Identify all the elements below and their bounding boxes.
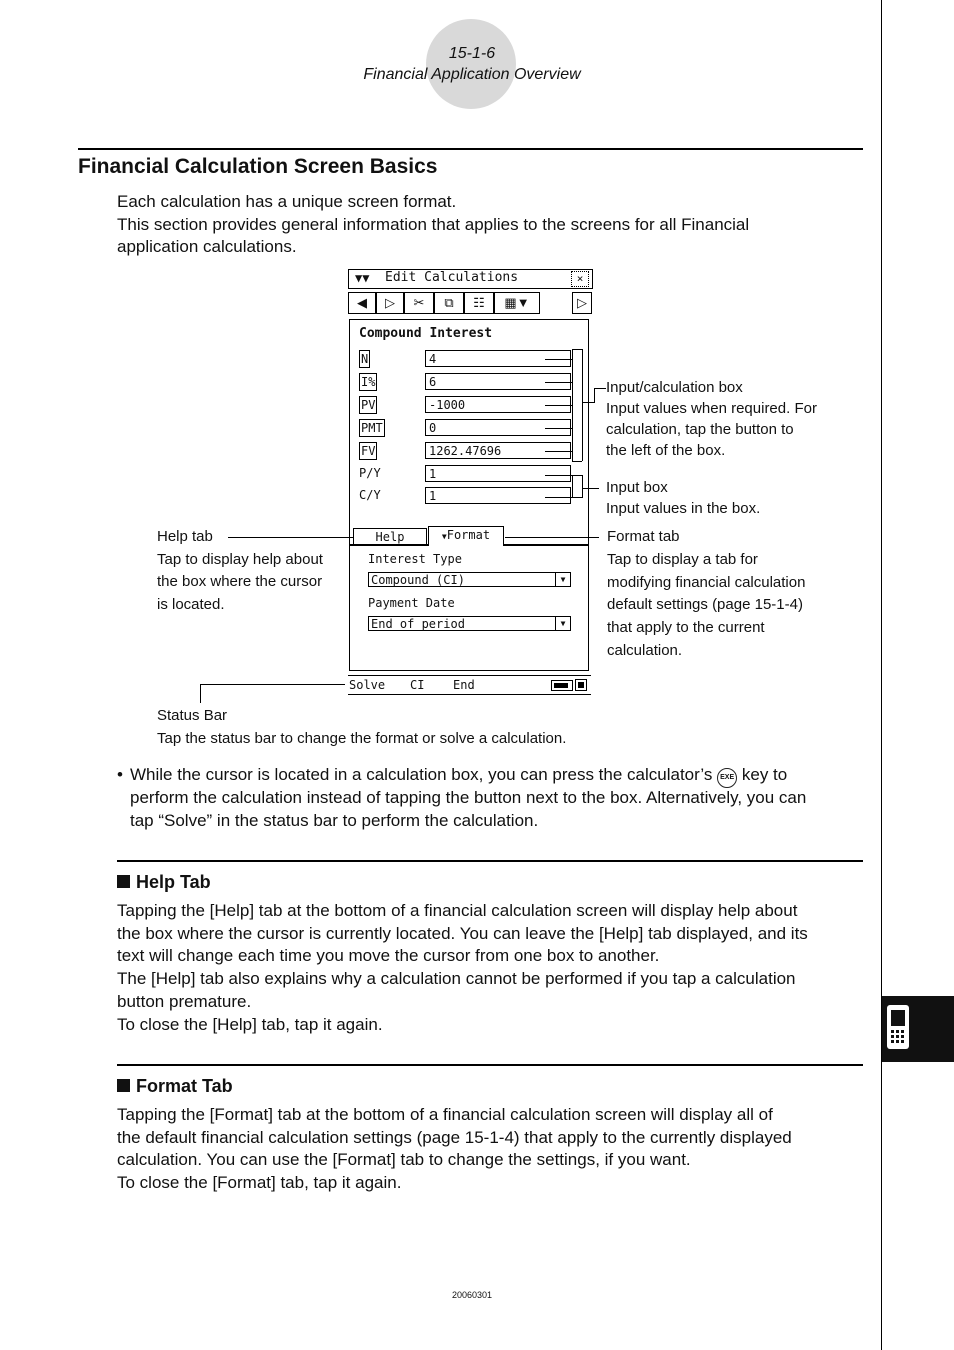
callout-help-tab (157, 526, 323, 616)
callout-format-tab (607, 526, 805, 663)
bullet-text: key to (741, 765, 788, 784)
leader-n (545, 359, 572, 360)
leader-pmt (545, 428, 572, 429)
format-section-rule (117, 1064, 863, 1066)
play-icon: ▷ (376, 292, 404, 314)
margin-rule (881, 0, 882, 1350)
calculation-panel (349, 319, 589, 671)
cy-box[interactable]: 1 (425, 487, 571, 504)
help-line-4: The [Help] tab also explains why a calculation cannot be performed if you tap a calculation (117, 969, 796, 988)
help-line-5: button premature. (117, 992, 252, 1011)
keyboard-icon (575, 679, 587, 691)
format-line-2: the default financial calculation settings (page 15-1-4) that apply to the currently displayed (117, 1128, 792, 1147)
fv-box[interactable]: 1262.47696 (425, 442, 571, 459)
callout-help-tab-line: Tap to display help about (157, 550, 323, 568)
payment-date-label: Payment Date (368, 596, 455, 610)
status-bar[interactable] (348, 675, 591, 695)
pmt-box[interactable]: 0 (425, 419, 571, 436)
paste-icon: ☷ (464, 292, 494, 314)
menu-title: Edit Calculations (385, 270, 519, 285)
callout-format-tab-line: Tap to display a tab for (607, 550, 758, 568)
interest-type-select[interactable] (368, 572, 571, 587)
close-icon: × (571, 271, 589, 287)
format-line-3: calculation. You can use the [Format] tab to change the settings, if you want. (117, 1150, 691, 1169)
bracket-calc-top (572, 349, 582, 350)
callout-input-box-title: Input box (606, 479, 668, 496)
bracket-calc-right (582, 349, 583, 461)
interest-button[interactable]: I% (361, 375, 376, 389)
title-rule (78, 148, 863, 150)
bullet-line-3: tap “Solve” in the status bar to perform the calculation. (130, 811, 539, 830)
payment-date-select[interactable] (368, 616, 571, 631)
bracket-calc-link (583, 402, 594, 403)
calc-name: Compound Interest (359, 326, 493, 341)
help-line-2: the box where the cursor is currently located. You can leave the [Help] tab displayed, and its (117, 924, 808, 943)
callout-calc-box-title: Input/calculation box (606, 379, 743, 396)
leader-py (545, 475, 572, 476)
interest-box[interactable]: 6 (425, 373, 571, 390)
bracket-input-right (582, 475, 583, 498)
intro-line-1: Each calculation has a unique screen format. (117, 192, 457, 211)
bullet-marker: • (117, 765, 123, 784)
calculator-screen (348, 268, 593, 695)
bracket-input-bottom (572, 497, 582, 498)
bracket-input-out (582, 488, 599, 489)
section-title: Financial Application Overview (363, 66, 581, 83)
format-section-heading (117, 1076, 233, 1097)
callout-help-tab-line: is located. (157, 595, 225, 613)
leader-cy (545, 497, 572, 498)
help-section-title: Help Tab (136, 872, 211, 892)
callout-calc-box-line: Input values when required. For (606, 400, 817, 417)
format-line-4: To close the [Format] tab, tap it again. (117, 1173, 402, 1192)
fv-button[interactable]: FV (361, 444, 376, 458)
callout-status-bar (157, 704, 566, 750)
toolbar-gap (540, 292, 568, 312)
callout-format-tab-title: Format tab (607, 528, 680, 545)
format-section-title: Format Tab (136, 1076, 233, 1096)
toolbar (348, 292, 591, 314)
back-icon: ◀ (348, 292, 376, 314)
help-line-1: Tapping the [Help] tab at the bottom of a financial calculation screen will display help about (117, 901, 798, 920)
status-solve[interactable]: Solve (349, 678, 386, 692)
leader-status-bar-drop (200, 684, 201, 703)
leader-i (545, 382, 572, 383)
leader-pv (545, 405, 572, 406)
callout-calc-box (606, 377, 817, 461)
menu-bar (348, 269, 593, 289)
leader-fv (545, 451, 572, 452)
bracket-input-top (572, 475, 582, 476)
tab-help[interactable]: Help (353, 528, 427, 545)
bracket-input (572, 475, 573, 498)
footer-code: 20060301 (451, 1290, 493, 1300)
callout-calc-box-line: calculation, tap the button to (606, 421, 794, 438)
callout-input-box-line: Input values in the box. (606, 500, 761, 517)
status-ci[interactable]: CI (410, 678, 425, 692)
bracket-calc-bottom (572, 461, 582, 462)
bracket-calc-out (594, 388, 606, 389)
cut-icon: ✂ (404, 292, 434, 314)
bullet-line-1 (130, 764, 787, 788)
chevron-down-icon[interactable]: ▼ (555, 617, 570, 630)
callout-format-tab-line: default settings (page 15-1-4) (607, 596, 803, 614)
tab-format-label: Format (446, 528, 491, 542)
intro-line-3: application calculations. (117, 237, 297, 256)
exe-key-icon: EXE (717, 768, 737, 788)
interest-type-value: Compound (CI) (371, 573, 465, 587)
interest-type-label: Interest Type (368, 552, 462, 566)
view-menu-icon: ▦▼ (494, 292, 540, 314)
callout-status-bar-line: Tap the status bar to change the format or solve a calculation. (157, 730, 567, 747)
callout-input-box (606, 477, 760, 519)
py-box[interactable]: 1 (425, 465, 571, 482)
menu-down-icon: ▼▼ (355, 271, 370, 285)
page-heading: Financial Calculation Screen Basics (78, 155, 438, 178)
cy-label: C/Y (359, 488, 381, 502)
callout-help-tab-line: the box where the cursor (157, 573, 323, 590)
help-line-6: To close the [Help] tab, tap it again. (117, 1015, 383, 1034)
copy-icon: ⧉ (434, 292, 464, 314)
battery-icon (551, 680, 573, 691)
pmt-button[interactable]: PMT (361, 421, 383, 435)
calculator-icon (882, 996, 954, 1062)
pv-button[interactable]: PV (361, 398, 376, 412)
page-header (0, 0, 954, 120)
callout-format-tab-line: calculation. (607, 641, 683, 659)
page-number: 15-1-6 (448, 45, 496, 62)
n-button[interactable]: N (361, 352, 369, 366)
callout-calc-box-line: the left of the box. (606, 442, 726, 459)
pv-box[interactable]: -1000 (425, 396, 571, 413)
payment-date-value: End of period (371, 617, 465, 631)
square-bullet-icon (117, 875, 130, 888)
help-section-rule (117, 860, 863, 862)
n-box[interactable]: 4 (425, 350, 571, 367)
format-line-1: Tapping the [Format] tab at the bottom of a financial calculation screen will display all of (117, 1105, 773, 1124)
chapter-tab (882, 996, 954, 1062)
tab-arrow-icon: ▼ (441, 532, 447, 541)
chevron-down-icon[interactable]: ▼ (555, 573, 570, 586)
py-label: P/Y (359, 466, 381, 480)
leader-status-bar (200, 684, 345, 685)
intro-line-2: This section provides general information that applies to the screens for all Financial (117, 215, 750, 234)
header-circle (426, 19, 516, 109)
bullet-text: While the cursor is located in a calculation box, you can press the calculator’s (130, 765, 713, 784)
tab-format[interactable] (428, 526, 504, 546)
callout-status-bar-title: Status Bar (157, 707, 228, 724)
help-section-heading (117, 872, 211, 893)
callout-help-tab-title: Help tab (157, 528, 213, 545)
bullet-line-2: perform the calculation instead of tapping the button next to the box. Alternatively, you can (130, 788, 807, 807)
bracket-calc (572, 349, 573, 461)
callout-format-tab-line: that apply to the current (607, 619, 765, 637)
bracket-calc-tick (594, 388, 595, 403)
square-bullet-icon (117, 1079, 130, 1092)
help-line-3: text will change each time you move the cursor from one box to another. (117, 946, 660, 965)
leader-format-tab (505, 537, 599, 538)
status-end[interactable]: End (453, 678, 475, 692)
scroll-right-icon: ▷ (572, 292, 592, 314)
callout-format-tab-line: modifying financial calculation (607, 573, 806, 591)
